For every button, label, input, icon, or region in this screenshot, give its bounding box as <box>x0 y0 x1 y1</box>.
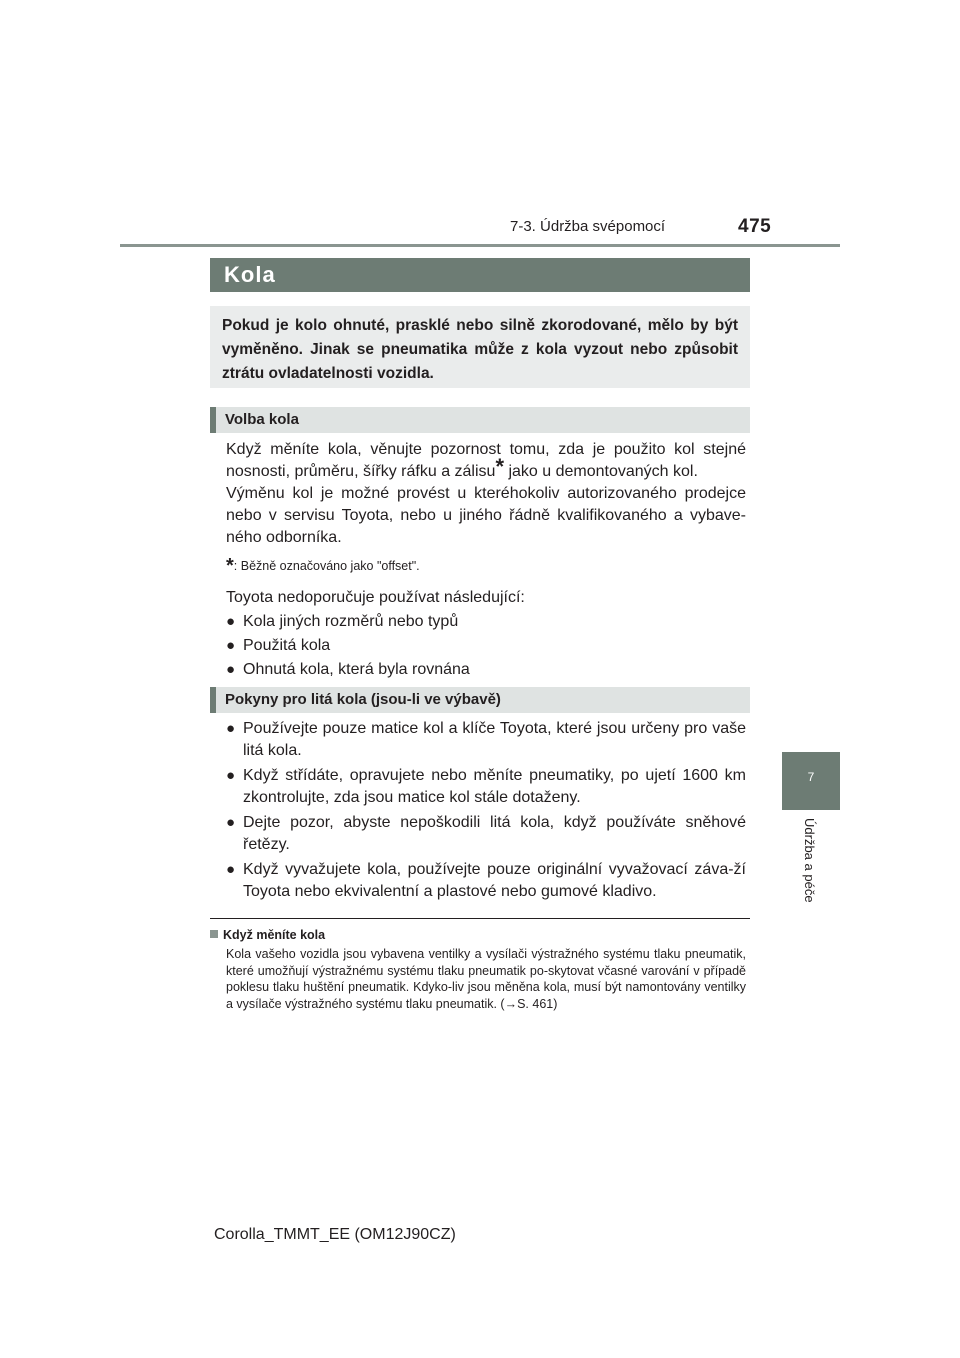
section-heading-text: Pokyny pro litá kola (jsou-li ve výbavě) <box>225 691 501 708</box>
note-heading-text: Když měníte kola <box>223 928 326 942</box>
note-divider <box>210 918 750 919</box>
list-item-text: Používejte pouze matice kol a klíče Toyota, které jsou určeny pro vaše litá kola. <box>243 720 746 759</box>
section-heading-text: Volba kola <box>225 411 299 428</box>
bullet-icon: ● <box>226 613 236 630</box>
note-body: Kola vašeho vozidla jsou vybavena ventilky a vysílači výstražného systému tlaku pneumatik, které umožňují výstražnému systému tlaku pneumatik po-skytovat včasné varování v případě poklesu tlaku huštění pneumatik. Kdyko-liv jsou měněna kola, musí být namontovány ventilky a vysílače výstražného systému tlaku pneumatik. (→S. 461) <box>226 947 746 1011</box>
paragraph: Výměnu kol je možné provést u kteréhokoliv autorizovaného prodejce nebo v servisu Toyota, nebo u jiného řádně kvalifikovaného a vybave-ného odborníka. <box>226 485 746 546</box>
footer-doc-id: Corolla_TMMT_EE (OM12J90CZ) <box>214 1226 456 1243</box>
list-item-text: Když vyvažujete kola, používejte pouze originální vyvažovací záva-ží Toyota nebo ekvivalentní a plastové nebo gumové kladivo. <box>243 861 746 900</box>
list-intro: Toyota nedoporučuje používat následující: <box>226 589 525 606</box>
paragraph-text: jako u demontovaných kol. <box>504 463 698 480</box>
title-bar <box>210 258 750 292</box>
list-item-text: Použitá kola <box>243 637 331 654</box>
chapter-label: Údržba a péče <box>802 818 817 903</box>
section1-body <box>226 439 746 681</box>
list-item <box>226 635 746 657</box>
chapter-tab <box>782 752 840 810</box>
bullet-icon: ● <box>226 661 236 678</box>
list-item-text: Kola jiných rozměrů nebo typů <box>243 613 459 630</box>
bullet-icon: ● <box>226 814 236 831</box>
list-item <box>226 718 746 762</box>
footnote-marker: * <box>226 555 234 577</box>
footnote <box>226 555 746 577</box>
header-rule <box>120 244 840 247</box>
footnote-marker: * <box>495 454 504 479</box>
page-title: Kola <box>224 262 276 287</box>
bullet-icon: ● <box>226 767 236 784</box>
list-item <box>226 611 746 633</box>
list-item <box>226 812 746 856</box>
section-heading-lita-kola <box>210 687 750 713</box>
footnote-text: : Běžně označováno jako "offset". <box>233 559 420 573</box>
section-heading-volba <box>210 407 750 433</box>
intro-box: Pokud je kolo ohnuté, prasklé nebo silně zkorodované, mělo by být vyměněno. Jinak se pneumatika může z kola vyzout nebo způsobit ztrátu ovladatelnosti vozidla. <box>210 306 750 388</box>
section-title: 7-3. Údržba svépomocí <box>510 218 666 235</box>
bullet-icon: ● <box>226 637 236 654</box>
list-item-text: Dejte pozor, abyste nepoškodili litá kola, když používáte sněhové řetězy. <box>243 814 746 853</box>
list-item-text: Ohnutá kola, která byla rovnána <box>243 661 470 678</box>
paragraph <box>226 439 746 483</box>
note-heading <box>210 928 325 942</box>
paragraph-text: Když měníte kola, věnujte pozornost tomu, zda je použito kol stejné nosnosti, průměru, šířky ráfku a zálisu <box>226 441 746 480</box>
list-item <box>226 859 746 903</box>
list-item <box>226 765 746 809</box>
section2-body <box>226 718 746 903</box>
bullet-icon: ● <box>226 720 236 737</box>
bullet-list <box>226 718 746 903</box>
list-item <box>226 659 746 681</box>
bullet-icon: ● <box>226 861 236 878</box>
square-bullet-icon <box>210 930 218 938</box>
chapter-number: 7 <box>807 770 815 784</box>
bullet-list <box>226 611 746 681</box>
list-item-text: Když střídáte, opravujete nebo měníte pneumatiky, po ujetí 1600 km zkontrolujte, zda jsou matice kol stále dotaženy. <box>243 767 746 806</box>
page-number: 475 <box>738 216 772 237</box>
